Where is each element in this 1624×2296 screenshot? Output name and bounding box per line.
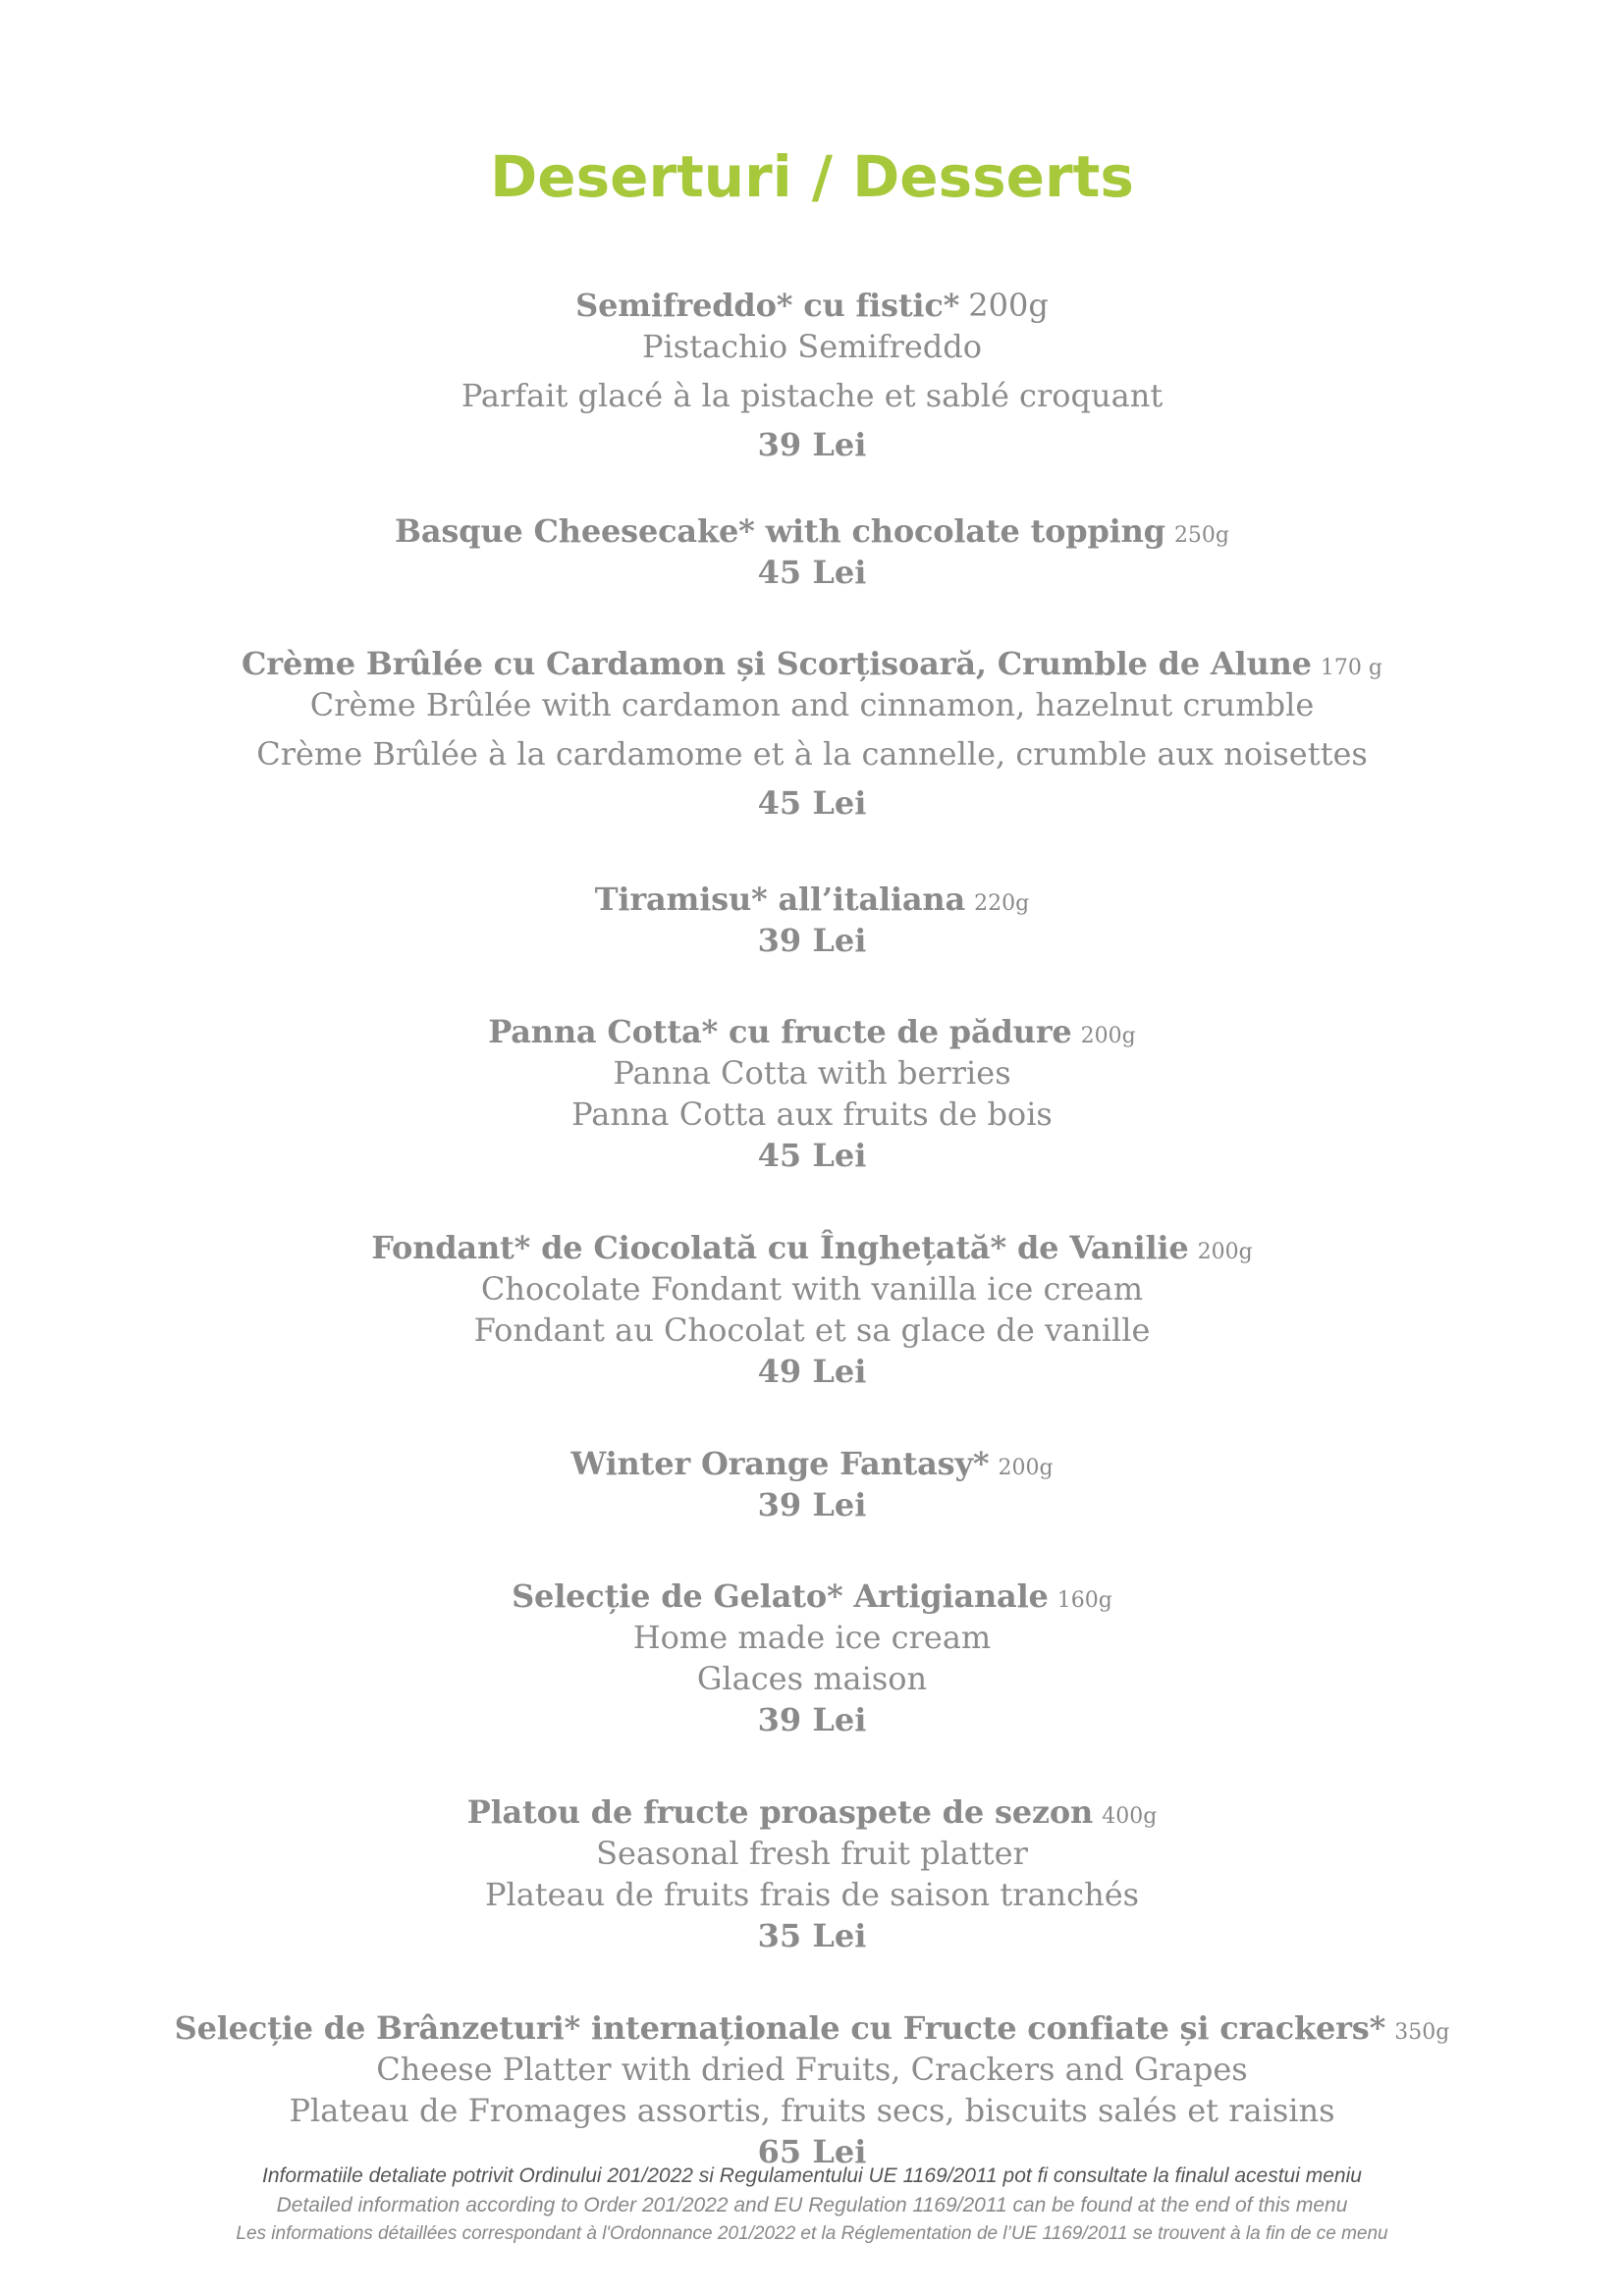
menu-item	[0, 2007, 1624, 2172]
item-weight: 350g	[1394, 2020, 1450, 2045]
item-weight: 170 g	[1320, 656, 1382, 680]
item-name: Platou de fructe proaspete de sezon	[466, 1793, 1094, 1831]
item-price: 45 Lei	[757, 554, 867, 591]
menu-item	[0, 1011, 1624, 1176]
menu-item	[0, 879, 1624, 961]
item-desc: Cheese Platter with dried Fruits, Crackers and Grapes	[376, 2051, 1248, 2088]
item-price: 39 Lei	[757, 1486, 867, 1523]
item-price: 39 Lei	[757, 1701, 867, 1738]
page-title: Deserturi / Desserts	[490, 143, 1134, 210]
item-price: 45 Lei	[757, 784, 867, 822]
footer-note-fr: Les informations détaillées correspondant à l'Ordonnance 201/2022 et la Réglementation de l’UE 1169/2011 se trouvent à la fin de ce menu	[236, 2223, 1388, 2244]
footer-note-en: Detailed information according to Order 201/2022 and EU Regulation 1169/2011 can be found at the end of this menu	[276, 2194, 1348, 2216]
item-name: Panna Cotta* cu fructe de pădure	[488, 1013, 1072, 1050]
item-weight: 250g	[1173, 523, 1230, 548]
menu-item	[0, 643, 1624, 824]
item-weight: 400g	[1102, 1804, 1158, 1829]
item-desc: Crème Brûlée with cardamon and cinnamon, hazelnut crumble	[309, 686, 1315, 723]
menu-item	[0, 285, 1624, 465]
item-desc: Plateau de Fromages assortis, fruits secs, biscuits salés et raisins	[289, 2092, 1335, 2129]
item-price: 39 Lei	[757, 426, 867, 463]
item-weight: 160g	[1056, 1588, 1112, 1613]
item-weight: 200g	[1080, 1024, 1136, 1048]
menu-item	[0, 510, 1624, 593]
item-desc: Fondant au Chocolat et sa glace de vanille	[473, 1311, 1151, 1349]
item-price: 39 Lei	[757, 922, 867, 959]
item-weight: 200g	[998, 1456, 1054, 1480]
item-desc: Seasonal fresh fruit platter	[596, 1835, 1028, 1872]
item-desc: Pistachio Semifreddo	[641, 328, 983, 365]
item-desc: Panna Cotta aux fruits de bois	[571, 1095, 1053, 1133]
item-name: Tiramisu* all’italiana	[594, 881, 966, 918]
item-desc: Chocolate Fondant with vanilla ice cream	[480, 1270, 1144, 1308]
item-name: Fondant* de Ciocolată cu Înghețată* de Vanilie	[371, 1229, 1189, 1266]
item-name: Semifreddo* cu fistic*	[575, 287, 960, 324]
item-desc: Home made ice cream	[632, 1619, 992, 1656]
menu-item	[0, 1791, 1624, 1956]
item-desc: Glaces maison	[696, 1660, 928, 1697]
item-price: 49 Lei	[757, 1353, 867, 1390]
item-desc: Parfait glacé à la pistache et sablé croquant	[460, 377, 1164, 414]
item-name: Selecție de Brânzeturi* internaționale cu Fructe confiate și crackers*	[174, 2009, 1386, 2047]
menu-item	[0, 1575, 1624, 1740]
item-desc: Crème Brûlée à la cardamome et à la cannelle, crumble aux noisettes	[256, 735, 1368, 773]
menu-item	[0, 1443, 1624, 1525]
menu-item	[0, 1227, 1624, 1392]
footer-note-ro: Informatiile detaliate potrivit Ordinului 201/2022 si Regulamentului UE 1169/2011 pot fi consultate la finalul acestui meniu	[262, 2164, 1362, 2187]
item-price: 65 Lei	[757, 2133, 867, 2170]
item-price: 45 Lei	[757, 1137, 867, 1174]
item-name: Basque Cheesecake* with chocolate topping	[394, 512, 1165, 550]
item-name: Crème Brûlée cu Cardamon și Scorțisoară, Crumble de Alune	[242, 645, 1312, 682]
item-name: Selecție de Gelato* Artigianale	[512, 1577, 1049, 1615]
item-name: Winter Orange Fantasy*	[570, 1445, 990, 1482]
item-desc: Plateau de fruits frais de saison tranchés	[484, 1876, 1140, 1913]
legal-footer	[0, 2162, 1624, 2248]
item-weight: 200g	[1197, 1240, 1253, 1264]
item-price: 35 Lei	[757, 1917, 867, 1954]
item-weight: 200g	[968, 287, 1049, 324]
item-weight: 220g	[974, 891, 1030, 916]
item-desc: Panna Cotta with berries	[613, 1054, 1011, 1092]
